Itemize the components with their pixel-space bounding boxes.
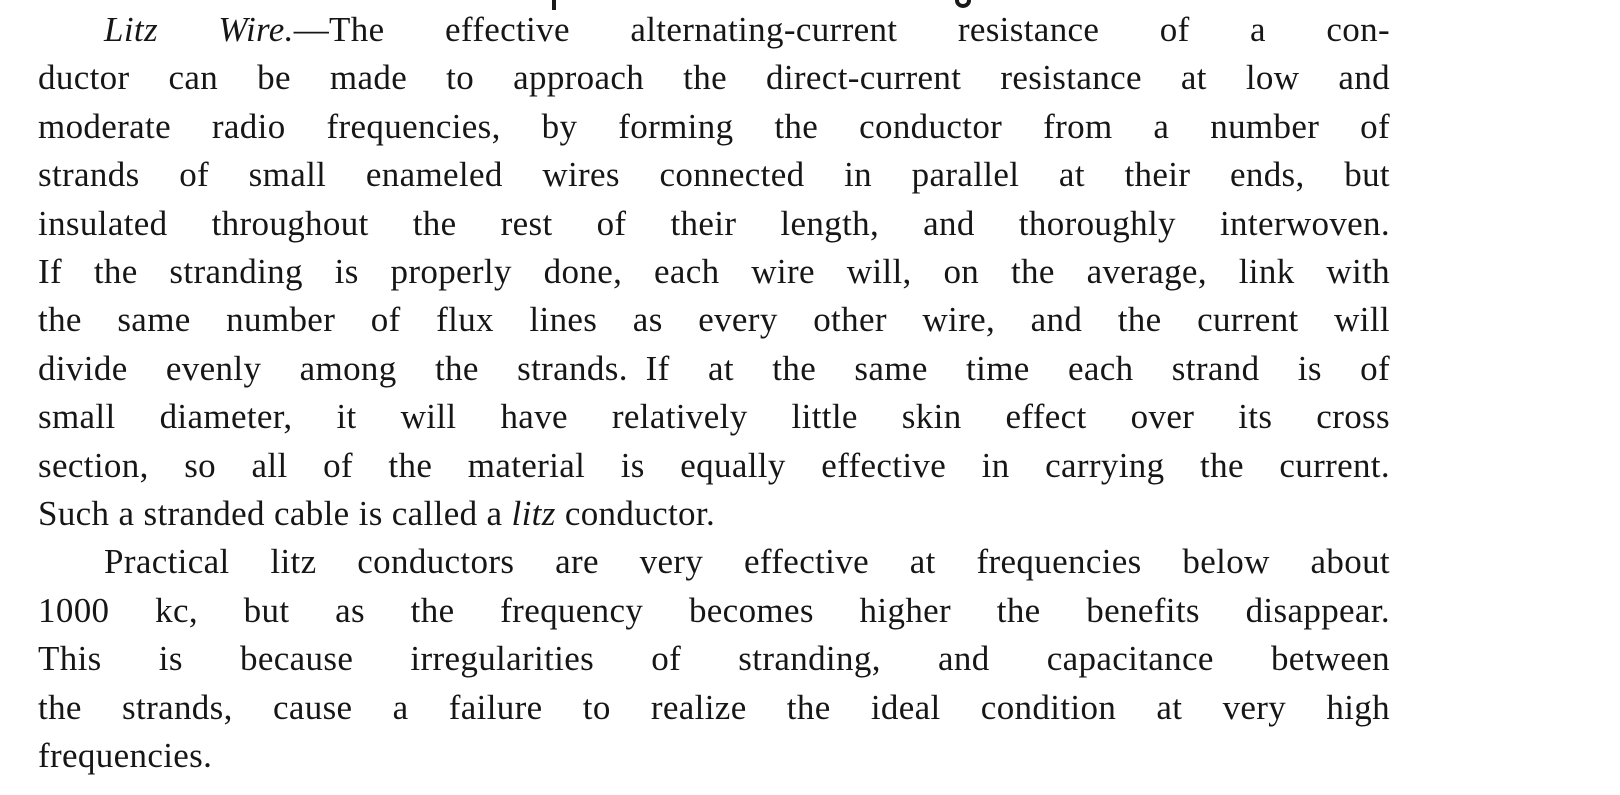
text-line <box>38 151 1390 199</box>
paragraph <box>38 6 1390 538</box>
text-segment: This is because irregularities of stranding, and capacitance between <box>38 639 1390 679</box>
text-line <box>38 345 1390 393</box>
text-segment: Practical litz conductors are very effective at frequencies below about <box>104 542 1390 582</box>
text-line <box>38 635 1390 683</box>
text-segment: the strands, cause a failure to realize the ideal condition at very high <box>38 687 1390 727</box>
italic-text-segment: litz <box>511 494 556 534</box>
text-segment: the same number of flux lines as every other wire, and the current will <box>38 300 1390 340</box>
text-line <box>38 6 1390 54</box>
text-segment: Such a stranded cable is called a <box>38 494 512 534</box>
text-line <box>38 587 1390 635</box>
text-line <box>38 732 1390 780</box>
text-line <box>38 684 1390 732</box>
text-segment: moderate radio frequencies, by forming the conductor from a number of <box>38 106 1390 146</box>
italic-text-segment: Litz Wire. <box>104 10 294 49</box>
text-segment: ductor can be made to approach the direct-current resistance at low and <box>38 58 1390 98</box>
body-text-column <box>38 6 1390 781</box>
text-segment: small diameter, it will have relatively little skin effect over its cross <box>38 397 1390 437</box>
text-segment: 1000 kc, but as the frequency becomes higher the benefits disappear. <box>38 590 1390 630</box>
text-line <box>38 103 1390 151</box>
text-segment: conductor. <box>555 494 716 534</box>
text-segment: —The effective alternating-current resistance of a con- <box>293 10 1390 49</box>
text-line <box>38 54 1390 102</box>
text-segment: frequencies. <box>38 736 213 776</box>
text-line <box>38 296 1390 344</box>
text-segment: divide evenly among the strands. If at the same time each strand is of <box>38 348 1390 388</box>
paragraph <box>38 538 1390 780</box>
text-line <box>38 393 1390 441</box>
text-line <box>38 538 1390 586</box>
text-line <box>38 490 1390 538</box>
text-segment: strands of small enameled wires connected in parallel at their ends, but <box>38 155 1390 195</box>
text-line <box>38 200 1390 248</box>
text-line <box>38 248 1390 296</box>
text-segment: section, so all of the material is equally effective in carrying the current. <box>38 445 1390 485</box>
text-segment: If the stranding is properly done, each wire will, on the average, link with <box>38 252 1390 292</box>
text-line <box>38 442 1390 490</box>
text-segment: insulated throughout the rest of their length, and thoroughly interwoven. <box>38 203 1390 243</box>
